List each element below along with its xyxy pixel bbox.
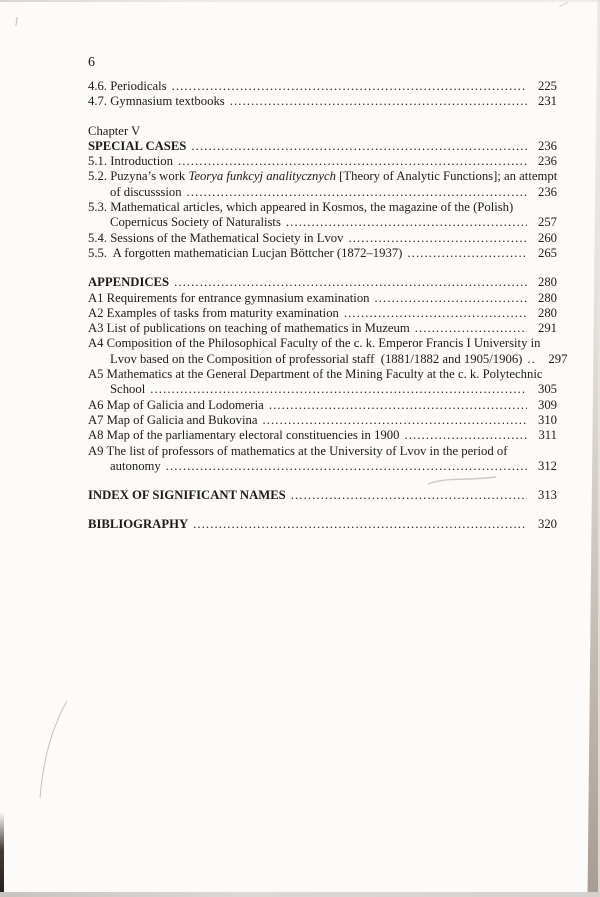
- toc-entry: [88, 398, 557, 413]
- toc-entry: [88, 154, 557, 169]
- toc-entry-line: [88, 321, 557, 336]
- toc-entry-text: 4.7. Gymnasium textbooks: [88, 94, 225, 109]
- toc-entry-line: [88, 291, 557, 306]
- toc-entry-line: [88, 185, 557, 200]
- dot-leader: [230, 94, 527, 109]
- dot-leader: [150, 382, 527, 397]
- toc-entry-text: A7 Map of Galicia and Bukovina: [88, 412, 258, 427]
- toc-page-ref: 265: [537, 245, 557, 260]
- toc-entry-text: Copernicus Society of Naturalists: [110, 215, 281, 230]
- toc-page-ref: 291: [537, 321, 557, 336]
- toc-entry-line: [88, 336, 557, 351]
- toc-entry-text: SPECIAL CASES: [88, 138, 187, 153]
- toc-entry-line: [88, 398, 557, 413]
- scan-edge-left-dark: [0, 812, 4, 897]
- toc-entry: [88, 200, 557, 231]
- toc-page-ref: 305: [537, 382, 557, 397]
- dot-leader: [415, 321, 527, 336]
- dot-leader: [191, 139, 527, 154]
- toc-page-ref: 280: [537, 305, 557, 320]
- toc-entry: [88, 413, 557, 428]
- toc-page-ref: 313: [537, 488, 557, 503]
- toc-page-ref: 236: [537, 154, 557, 169]
- toc-entry-text-italic: Teorya funkcyj analitycznych: [188, 169, 336, 184]
- toc-entry: [88, 444, 557, 475]
- toc-entry-line: [88, 215, 557, 230]
- toc-entry-line: [88, 94, 557, 109]
- toc-page-ref: 312: [537, 458, 557, 473]
- toc-page-ref: 280: [537, 275, 557, 290]
- scratch-mark: [40, 701, 67, 798]
- toc-entry-text: A2 Examples of tasks from maturity examination: [88, 305, 339, 320]
- toc-entry-line: [88, 139, 557, 154]
- page-header-number: 6: [88, 55, 95, 70]
- dot-leader: [174, 275, 527, 290]
- toc-entry-line: [88, 200, 557, 215]
- toc-entry-text: A1 Requirements for entrance gymnasium examination: [88, 290, 370, 305]
- dot-leader: [348, 231, 527, 246]
- toc-entry-text: 5.3. Mathematical articles, which appeared in Kosmos, the magazine of the (Polish): [88, 200, 514, 215]
- dot-leader: [404, 428, 527, 443]
- dot-leader: [291, 488, 527, 503]
- toc-entry-text: autonomy: [110, 458, 161, 473]
- toc-entry-text: 5.5. A forgotten mathematician Lucjan Böttcher (1872–1937): [88, 245, 403, 260]
- toc-entry-text: 5.2. Puzyna’s work: [88, 169, 189, 184]
- toc-entry-text: 5.4. Sessions of the Mathematical Society in Lvov: [88, 230, 344, 245]
- toc-entry-line: [88, 169, 557, 184]
- dot-leader: [344, 306, 527, 321]
- toc-entry: [88, 517, 557, 532]
- toc-entry-line: [88, 428, 557, 443]
- dot-leader: [262, 413, 527, 428]
- toc-entry-line: [88, 413, 557, 428]
- toc-entry: [88, 367, 557, 398]
- toc-entry: [88, 488, 557, 503]
- toc-entry-text: 4.6. Periodicals: [88, 79, 167, 93]
- toc-entry-text: Chapter V: [88, 123, 141, 138]
- toc-entry-line: [88, 275, 557, 290]
- toc-entry-line: [88, 367, 557, 382]
- toc-entry-line: [88, 382, 557, 397]
- toc-entry-text: A9 The list of professors of mathematics at the University of Lvov in the period of: [88, 443, 508, 458]
- toc: [88, 79, 568, 533]
- dot-leader: [375, 291, 527, 306]
- scan-edge-bottom: [0, 892, 600, 897]
- toc-entry-line: [88, 351, 568, 367]
- toc-entry-line: [88, 79, 557, 94]
- toc-entry: [88, 428, 557, 443]
- toc-page-ref: 236: [537, 184, 557, 199]
- toc-page-ref: 225: [537, 79, 557, 93]
- speck-top-right: [559, 2, 568, 7]
- toc-entry-text: 5.1. Introduction: [88, 154, 173, 169]
- toc-entry-line: [88, 444, 557, 459]
- toc-entry: [88, 79, 557, 94]
- toc-page-ref: 320: [537, 517, 557, 532]
- toc-entry: [88, 169, 557, 200]
- toc-entry: [88, 336, 568, 367]
- toc-entry-line: [88, 306, 557, 321]
- toc-page-ref: 236: [537, 138, 557, 153]
- toc-entry-line: [88, 246, 557, 261]
- toc-entry: [88, 246, 557, 261]
- dot-leader: [178, 154, 527, 169]
- toc-entry-line: [88, 231, 557, 246]
- dot-leader: [187, 185, 527, 200]
- toc-entry-line: [88, 459, 557, 474]
- toc-entry-text: School: [110, 382, 146, 397]
- dot-leader: [407, 246, 527, 261]
- toc-entry: [88, 231, 557, 246]
- dot-leader: [193, 517, 527, 532]
- toc-entry-line: [88, 124, 557, 139]
- speck-top-left: [15, 17, 17, 26]
- toc-page-ref: 231: [537, 94, 557, 109]
- dot-leader: [166, 459, 527, 474]
- dot-leader: [527, 352, 537, 367]
- toc-entry-line: [88, 517, 557, 532]
- toc-entry-text: [Theory of Analytic Functions]; an attempt: [335, 169, 558, 184]
- toc-entry: [88, 321, 557, 336]
- toc-entry: [88, 275, 557, 290]
- dot-leader: [172, 79, 527, 94]
- toc-entry: [88, 94, 557, 109]
- toc-entry-text: A8 Map of the parliamentary electoral constituencies in 1900: [88, 428, 400, 443]
- toc-entry-text: Lvov based on the Composition of professorial staff (1881/1882 and 1905/1906): [110, 351, 523, 366]
- toc-entry-text: A3 List of publications on teaching of mathematics in Muzeum: [88, 321, 410, 336]
- scan-edge-top: [0, 0, 600, 2]
- toc-entry: [88, 291, 557, 306]
- toc-entry-line: [88, 154, 557, 169]
- toc-entry-line: [88, 488, 557, 503]
- toc-page-ref: 297: [548, 351, 568, 366]
- toc-page-ref: 309: [537, 397, 557, 412]
- toc-page-ref: 310: [537, 412, 557, 427]
- toc-entry-text: A5 Mathematics at the General Department of the Mining Faculty at the c. k. Polytechnic: [88, 367, 543, 382]
- toc-entry-text: BIBLIOGRAPHY: [88, 517, 189, 532]
- toc-entry-text: A6 Map of Galicia and Lodomeria: [88, 397, 264, 412]
- toc-page-ref: 311: [538, 428, 557, 443]
- toc-entry: [88, 306, 557, 321]
- toc-page-ref: 280: [537, 290, 557, 305]
- toc-entry-text: of discusssion: [110, 184, 182, 199]
- toc-page-ref: 257: [537, 215, 557, 230]
- toc-entry: [88, 139, 557, 154]
- dot-leader: [269, 398, 527, 413]
- toc-entry-text: INDEX OF SIGNIFICANT NAMES: [88, 488, 286, 503]
- dot-leader: [286, 215, 527, 230]
- toc-entry: [88, 124, 557, 139]
- toc-entry-text: APPENDICES: [88, 275, 170, 290]
- toc-entry-text: A4 Composition of the Philosophical Faculty of the c. k. Emperor Francis I University in: [88, 336, 541, 351]
- toc-page-ref: 260: [537, 230, 557, 245]
